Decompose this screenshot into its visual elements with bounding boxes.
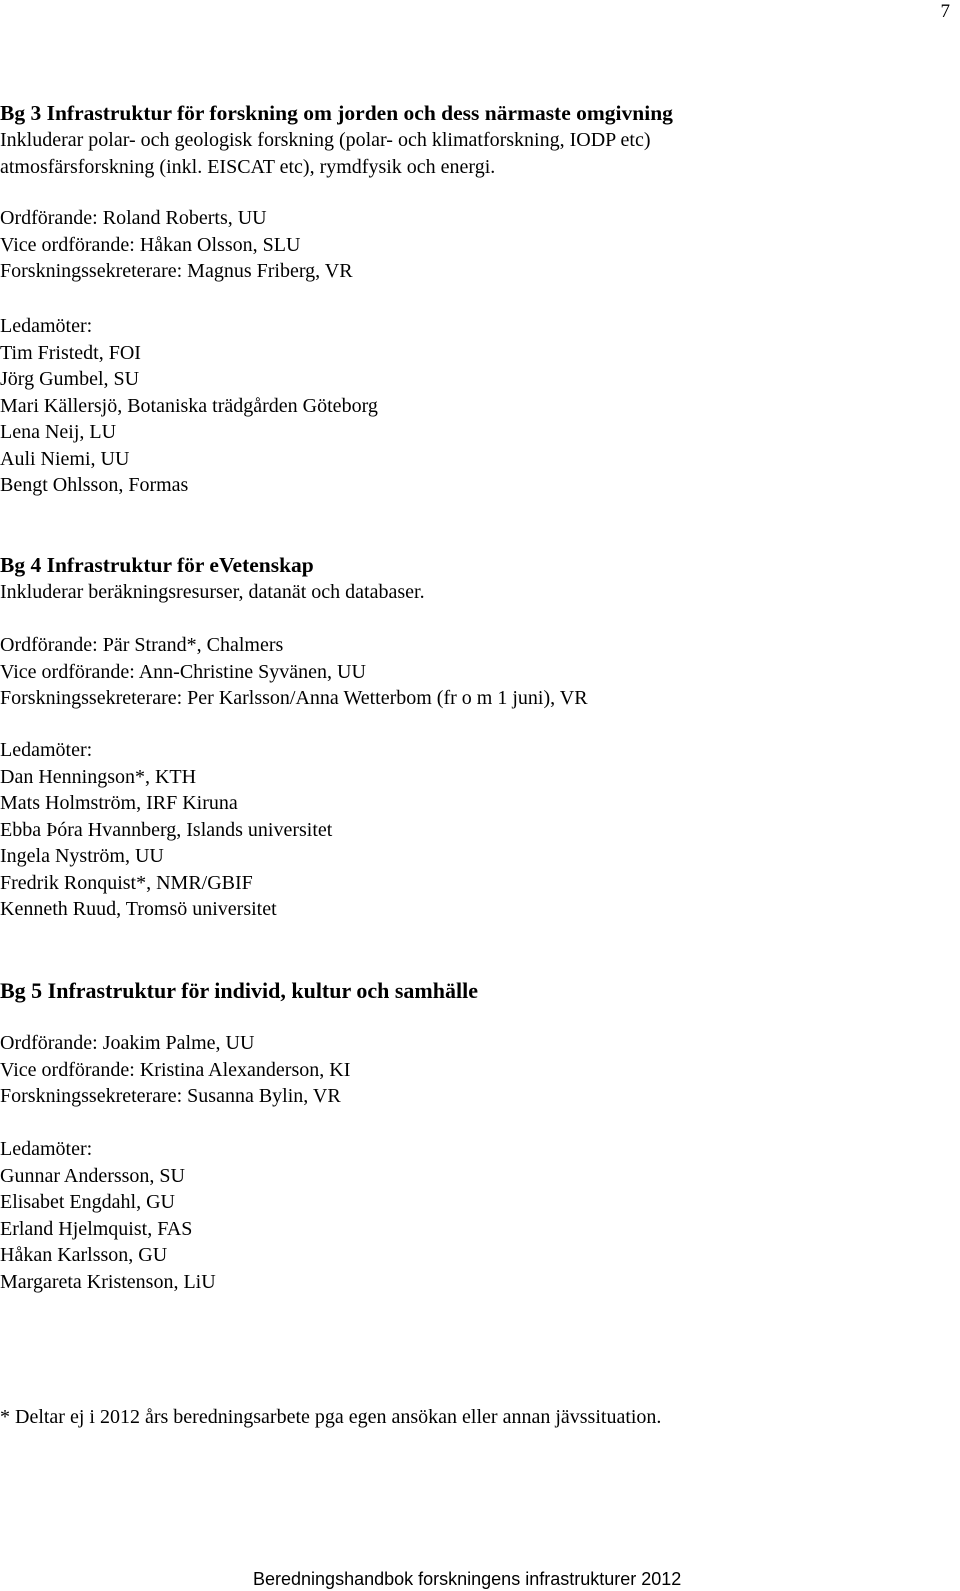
member-item: Bengt Ohlsson, Formas (0, 474, 189, 496)
member-item: Ingela Nyström, UU (0, 845, 164, 867)
member-item: Gunnar Andersson, SU (0, 1164, 185, 1187)
member-item: Mats Holmström, IRF Kiruna (0, 792, 238, 814)
section-description-line: Inkluderar polar- och geologisk forskning (polar- och klimatforskning, IODP etc) (0, 129, 651, 151)
member-item: Kenneth Ruud, Tromsö universitet (0, 898, 277, 920)
members-label: Ledamöter: (0, 315, 93, 337)
section-bg5-header (0, 977, 478, 1004)
section-bg3-officers (0, 205, 353, 285)
member-item: Jörg Gumbel, SU (0, 368, 140, 390)
section-bg3-members (0, 313, 378, 499)
vice-chair: Vice ordförande: Ann-Christine Syvänen, UU (0, 660, 366, 683)
chair: Ordförande: Joakim Palme, UU (0, 1032, 255, 1054)
section-title: Bg 3 Infrastruktur för forskning om jorden och dess närmaste omgivning (0, 101, 673, 125)
section-bg3-header (0, 100, 673, 180)
page-footer: Beredningshandbok forskningens infrastrukturer 2012 (253, 1569, 682, 1589)
member-item: Auli Niemi, UU (0, 447, 130, 470)
section-title: Bg 4 Infrastruktur för eVetenskap (0, 553, 314, 577)
member-item: Dan Henningson*, KTH (0, 765, 197, 788)
members-label: Ledamöter: (0, 739, 93, 761)
research-secretary: Forskningssekreterare: Magnus Friberg, VR (0, 260, 353, 282)
chair: Ordförande: Pär Strand*, Chalmers (0, 634, 284, 656)
member-item: Håkan Karlsson, GU (0, 1244, 168, 1266)
member-item: Lena Neij, LU (0, 421, 117, 443)
members-label: Ledamöter: (0, 1138, 93, 1160)
member-item: Mari Källersjö, Botaniska trädgården Göteborg (0, 394, 378, 417)
member-item: Tim Fristedt, FOI (0, 341, 141, 364)
chair: Ordförande: Roland Roberts, UU (0, 207, 267, 229)
research-secretary: Forskningssekreterare: Per Karlsson/Anna Wetterbom (fr o m 1 juni), VR (0, 687, 588, 709)
vice-chair: Vice ordförande: Håkan Olsson, SLU (0, 233, 301, 256)
section-bg5-members (0, 1136, 216, 1295)
member-item: Elisabet Engdahl, GU (0, 1191, 175, 1213)
member-item: Fredrik Ronquist*, NMR/GBIF (0, 871, 253, 894)
member-item: Erland Hjelmquist, FAS (0, 1217, 193, 1240)
section-description-line: atmosfärsforskning (inkl. EISCAT etc), rymdfysik och energi. (0, 155, 496, 178)
section-title: Bg 5 Infrastruktur för individ, kultur och samhälle (0, 978, 478, 1003)
section-bg4-header (0, 552, 425, 606)
member-item: Margareta Kristenson, LiU (0, 1270, 216, 1293)
section-description-line: Inkluderar beräkningsresurser, datanät och databaser. (0, 581, 425, 603)
section-bg4-members (0, 737, 332, 923)
page-number: 7 (940, 1, 950, 22)
member-item: Ebba Þóra Hvannberg, Islands universitet (0, 818, 333, 841)
footnote: * Deltar ej i 2012 års beredningsarbete pga egen ansökan eller annan jävssituation. (0, 1406, 662, 1428)
section-bg5-officers (0, 1030, 350, 1110)
research-secretary: Forskningssekreterare: Susanna Bylin, VR (0, 1085, 341, 1107)
section-bg4-officers (0, 632, 588, 712)
vice-chair: Vice ordförande: Kristina Alexanderson, KI (0, 1058, 351, 1081)
